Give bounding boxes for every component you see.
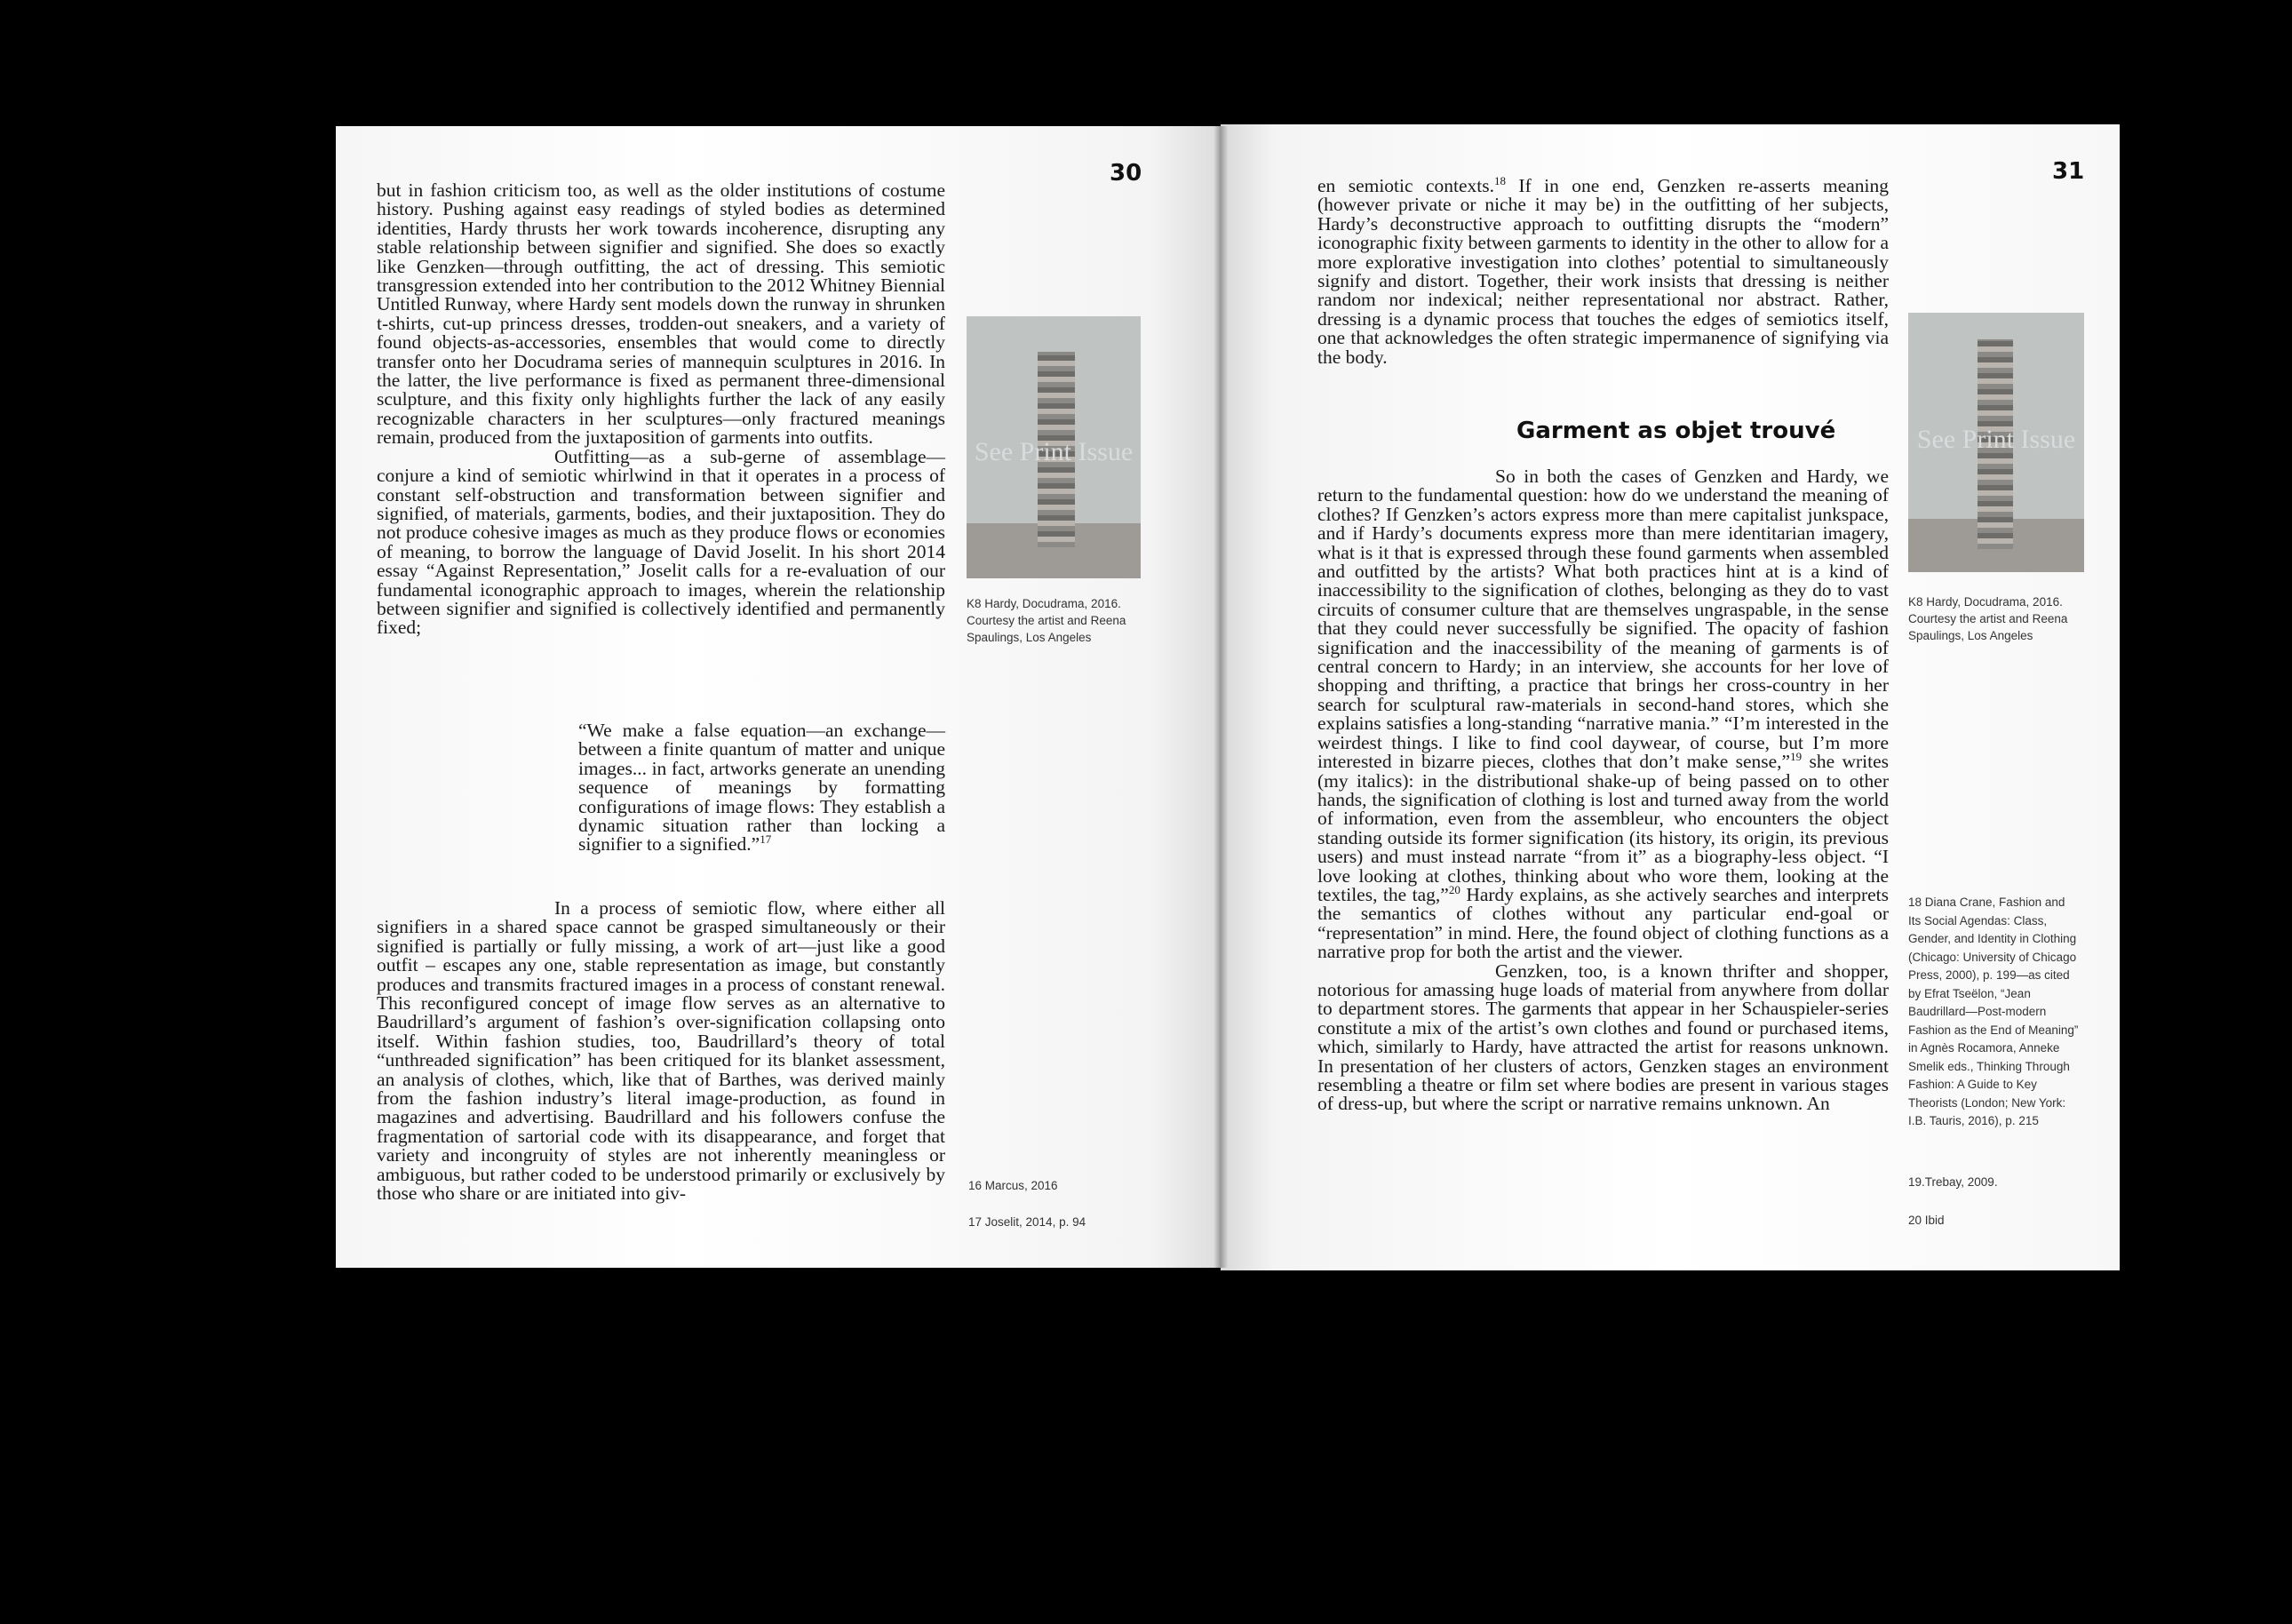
footnote-20: 20 Ibid	[1908, 1214, 1945, 1227]
right-paragraph-2-start: So in both the cases of Genzken and Hardy, we return to the fundamental question: how do we understand the meaning of clothes? If Genzken’s actors express more than mere capitalist junkspace, and if Hardy’s documents express more than mere identitarian imagery, what is it that is expressed through these found garments when assembled and outfitted by the artists? What both practices hint at is a kind of inaccessibility to the signification of clothes, belonging as they do to vast circuits of consumer culture that are themselves ungraspable, in the sense that they could never successfully be signified. The opacity of fashion signification and the inaccessibility of the meaning of garments is of central concern to Hardy; in an interview, she accounts for her love of shopping and thrifting, a practice that brings her cross-country in her search for sculptural raw-materials in second-hand stores, which she explains satisfies a long-standing “narrative mania.” “I’m interested in the weirdest things. I like to find cool daywear, of course, but I’m more interested in bizarre pieces, clothes that don’t make sense,”	[1317, 466, 1889, 773]
caption-line: Spaulings, Los Angeles	[1908, 629, 2033, 642]
footnote-19: 19.Trebay, 2009.	[1908, 1175, 1998, 1189]
figure-caption-right	[1908, 593, 2104, 644]
book-gutter	[1214, 126, 1228, 1268]
right-paragraph-3: Genzken, too, is a known thrifter and shopper, notorious for amassing huge loads of material from anywhere from dollar to department stores. The garments that appear in her Schauspieler-series constitute a mix of the artist’s own clothes and found or purchased items, which, similarly to Hardy, have attracted the artist for reasons unknown. In presentation of her clusters of actors, Genzken stages an environment resembling a theatre or film set where bodies are present in various stages of dress-up, but where the script or narrative remains unknown. An	[1317, 959, 1889, 1115]
caption-line: K8 Hardy, Docudrama, 2016.	[967, 597, 1121, 610]
caption-line: Courtesy the artist and Reena	[967, 614, 1126, 627]
see-print-issue-overlay: See Print Issue	[974, 437, 1134, 466]
right-body-text-lower	[1317, 467, 1889, 1114]
left-paragraph-1: but in fashion criticism too, as well as the older institutions of costume history. Pushing against easy readings of styled bodies as determined identities, Hardy thrusts her work towards incoherence, disrupting any stable relationship between signifier and signified. She does so exactly like Genzken—through outfitting, the act of dressing. This semiotic transgression extended into her contribution to the 2012 Whitney Biennial Untitled Runway, where Hardy sent models down the runway in shrunken t-shirts, cut-up princess dresses, trodden-out sneakers, and a variety of found objects-as-accessories, ensembles that would come to directly transfer onto her Docudrama series of mannequin sculptures in 2016. In the latter, the live performance is fixed as permanent three-dimensional sculpture, and this fixity only highlights further the lack of any easily recognizable characters in her sculptures—only fractured meanings remain, produced from the juxtaposition of garments into outfits.	[377, 179, 945, 449]
left-body-text	[377, 181, 945, 638]
block-quote	[578, 721, 945, 855]
footnote-ref-18: 18	[1494, 173, 1506, 187]
caption-line: Spaulings, Los Angeles	[967, 631, 1092, 644]
section-heading: Garment as objet trouvé	[1516, 418, 1836, 444]
docudrama-figure-left	[967, 316, 1141, 578]
left-body-text-lower	[377, 899, 945, 1204]
see-print-issue-overlay: See Print Issue	[1916, 425, 2076, 454]
right-body-text	[1317, 173, 1890, 368]
right-paragraph-2	[1317, 467, 1889, 962]
caption-line: Courtesy the artist and Reena	[1908, 612, 2068, 625]
right-paragraph-1-rest: If in one end, Genzken re-asserts meaning (however private or niche it may be) in the outfitting of her subjects, Hardy’s deconstructive approach to outfitting disrupts the “modern” iconographic fixity between garments to identity in the other to allow for a more explorative investigation into clothes’ potential to simultaneously signify and distort. Together, their work insists that dressing is neither random nor indexical; neither representational nor abstract. Rather, dressing is a dynamic process that touches the edges of semiotics itself, one that acknowledges the often strategic impermanence of signifying via the body.	[1317, 175, 1890, 368]
page-number-right: 31	[2052, 158, 2085, 185]
docudrama-figure-right	[1908, 313, 2084, 572]
page-number-left: 30	[1110, 160, 1142, 187]
footnote-18: 18 Diana Crane, Fashion and Its Social Agendas: Class, Gender, and Identity in Clothing (Chicago: University of Chicago Press, 2000), p. 199—as cited by Efrat Tseëlon, “Jean Baudrillard—Post-modern Fashion as the End of Meaning” in Agnès Rocamora, Anneke Smelik eds., Thinking Through Fashion: A Guide to Key Theorists (London; New York: I.B. Tauris, 2016), p. 215	[1908, 896, 2079, 1127]
left-paragraph-2: Outfitting—as a sub-gerne of assemblage—conjure a kind of semiotic whirlwind in that it operates in a process of constant self-obstruction and transformation between signifier and signified, of materials, garments, bodies, and their juxtaposition. They do not produce cohesive images as much as they produce flows or economies of meaning, to borrow the language of David Joselit. In his short 2014 essay “Against Representation,” Joselit calls for a re-evaluation of our fundamental iconographic approach to images, wherein the relationship between signifier and signified is collectively identified and permanently fixed;	[377, 445, 945, 639]
quote-text: “We make a false equation—an exchange—between a finite quantum of matter and unique images... in fact, artworks generate an unending sequence of meanings by formatting configurations of image flows: They establish a dynamic situation rather than locking a signifier to a signified.”	[578, 720, 945, 856]
left-paragraph-3: In a process of semiotic flow, where either all signifiers in a shared space cannot be grasped simultaneously or their signified is partially or fully missing, a work of art—just like a good outfit – escapes any one, stable representation as image, but constantly produces and transmits fractured images in a process of constant renewal. This reconfigured concept of image flow serves as an alternative to Baudrillard’s argument of fashion’s over-signification collapsing onto itself. Within fashion studies, too, Baudrillard’s theory of total “unthreaded signification” has been critiqued for its blanket assessment, an analysis of clothes, which, like that of Barthes, was derived mainly from the fashion industry’s literal image-production, as found in magazines and advertising. Baudrillard and his followers confuse the fragmentation of sartorial code with its disappearance, and forget that variety and incongruity of styles are not inherently meaningless or ambiguous, but rather coded to be understood primarily or exclusively by those who share or are initiated into giv-	[377, 897, 945, 1205]
quote-footnote-ref: 17	[760, 832, 772, 847]
footnote-ref-20: 20	[1448, 882, 1460, 896]
caption-line: K8 Hardy, Docudrama, 2016.	[1908, 595, 2063, 609]
right-paragraph-1	[1317, 173, 1890, 368]
right-paragraph-2-end: Hardy explains, as she actively searches and interprets the semantics of clothes without any particular end-goal or “representation” in mind. Here, the found object of clothing functions as a narrative prop for both the artist and the viewer.	[1317, 883, 1890, 963]
footnote-17: 17 Joselit, 2014, p. 94	[968, 1215, 1086, 1229]
footnote-ref-19: 19	[1790, 749, 1803, 763]
footnote-16: 16 Marcus, 2016	[968, 1179, 1058, 1192]
right-paragraph-2-mid: she writes (my italics): in the distributional shake-up of being passed on to other hands, the signification of clothing is lost and turned away from the world of information, even from the assembleur, who encounters the object standing outside its former signification (its history, its origin, its previous users) and must instead narrate “from it” as a biography-less object. “I love looking at clothes, thinking about who wore them, looking at the textiles, the tag,”	[1317, 751, 1890, 905]
figure-caption-left	[967, 595, 1162, 646]
right-paragraph-1-start: en semiotic contexts.	[1317, 175, 1494, 196]
